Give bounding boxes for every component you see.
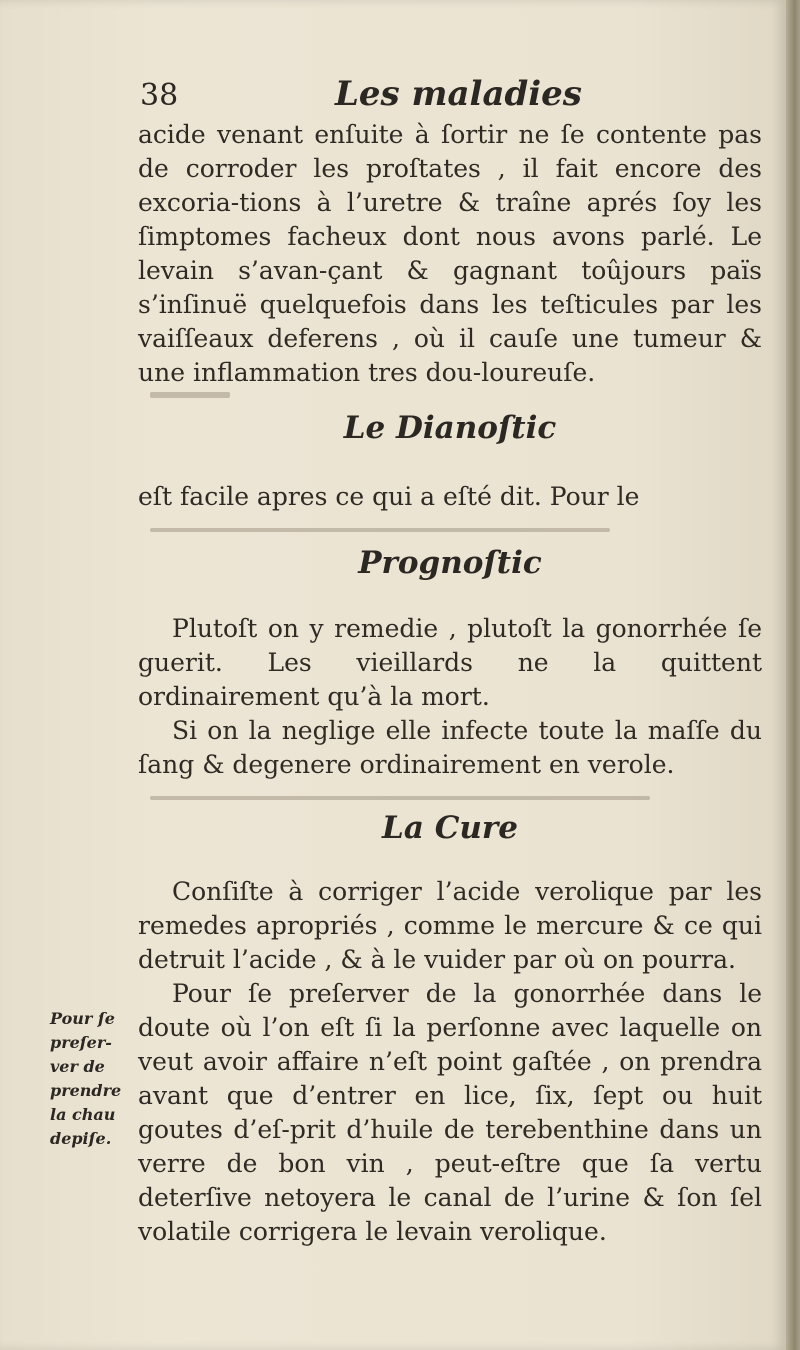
book-gutter — [786, 0, 800, 1350]
heading-cure: La Cure — [382, 810, 518, 846]
ink-smudge — [150, 392, 230, 398]
paragraph-prognostic-1: Plutoſt on y remedie , plutoſt la gonorrhée ſe guerit. Les vieillards ne la quittent ordinairement qu’à la mort. — [138, 614, 762, 711]
heading-diagnostic: Le Dianoſtic — [343, 410, 557, 446]
ink-smudge — [150, 796, 650, 800]
paragraph-preservation: Pour ſe preſerver de la gonorrhée dans le doute où l’on eſt ſi la perſonne avec laquelle on veut avoir affaire n’eſt point gaſtée , on prendra avant que d’entrer en lice, ſix, ſept ou huit goutes d’eſ-prit d’huile de terebenthine dans un verre de bon vin , peut-eſtre que ſa vertu deterſive netoyera le canal de l’urine & ſon ſel volatile corrigera le levain verolique. — [138, 979, 762, 1246]
running-head — [140, 74, 760, 118]
running-title: Les maladies — [335, 74, 582, 114]
ink-smudge — [150, 528, 610, 532]
paragraph-symptoms: acide venant enſuite à ſortir ne ſe contente pas de corroder les proſtates , il fait encore des excoria-tions à l’uretre & traîne aprés ſoy les ſimptomes facheux dont nous avons parlé. Le levain s’avan-çant & gagnant toûjours païs s’inſinuë quelquefois dans les teſticules par les vaiſſeaux deferens , où il cauſe une tumeur & une inflammation tres dou-loureuſe. — [138, 120, 762, 387]
paragraph-prognostic-2: Si on la neglige elle infecte toute la maſſe du ſang & degenere ordinairement en verole. — [138, 716, 762, 779]
paragraph-diagnostic: eſt facile apres ce qui a eſté dit. Pour le — [138, 482, 640, 511]
page-number: 38 — [140, 78, 179, 113]
heading-prognostic: Prognoſtic — [358, 545, 542, 581]
marginal-note: Pour ſe preſer- ver de prendre la chau depiſe. — [50, 1009, 122, 1148]
paragraph-cure: Conſiſte à corriger l’acide verolique par les remedes apropriés , comme le mercure & ce qui detruit l’acide , & à le vuider par où on pourra. — [138, 877, 762, 974]
